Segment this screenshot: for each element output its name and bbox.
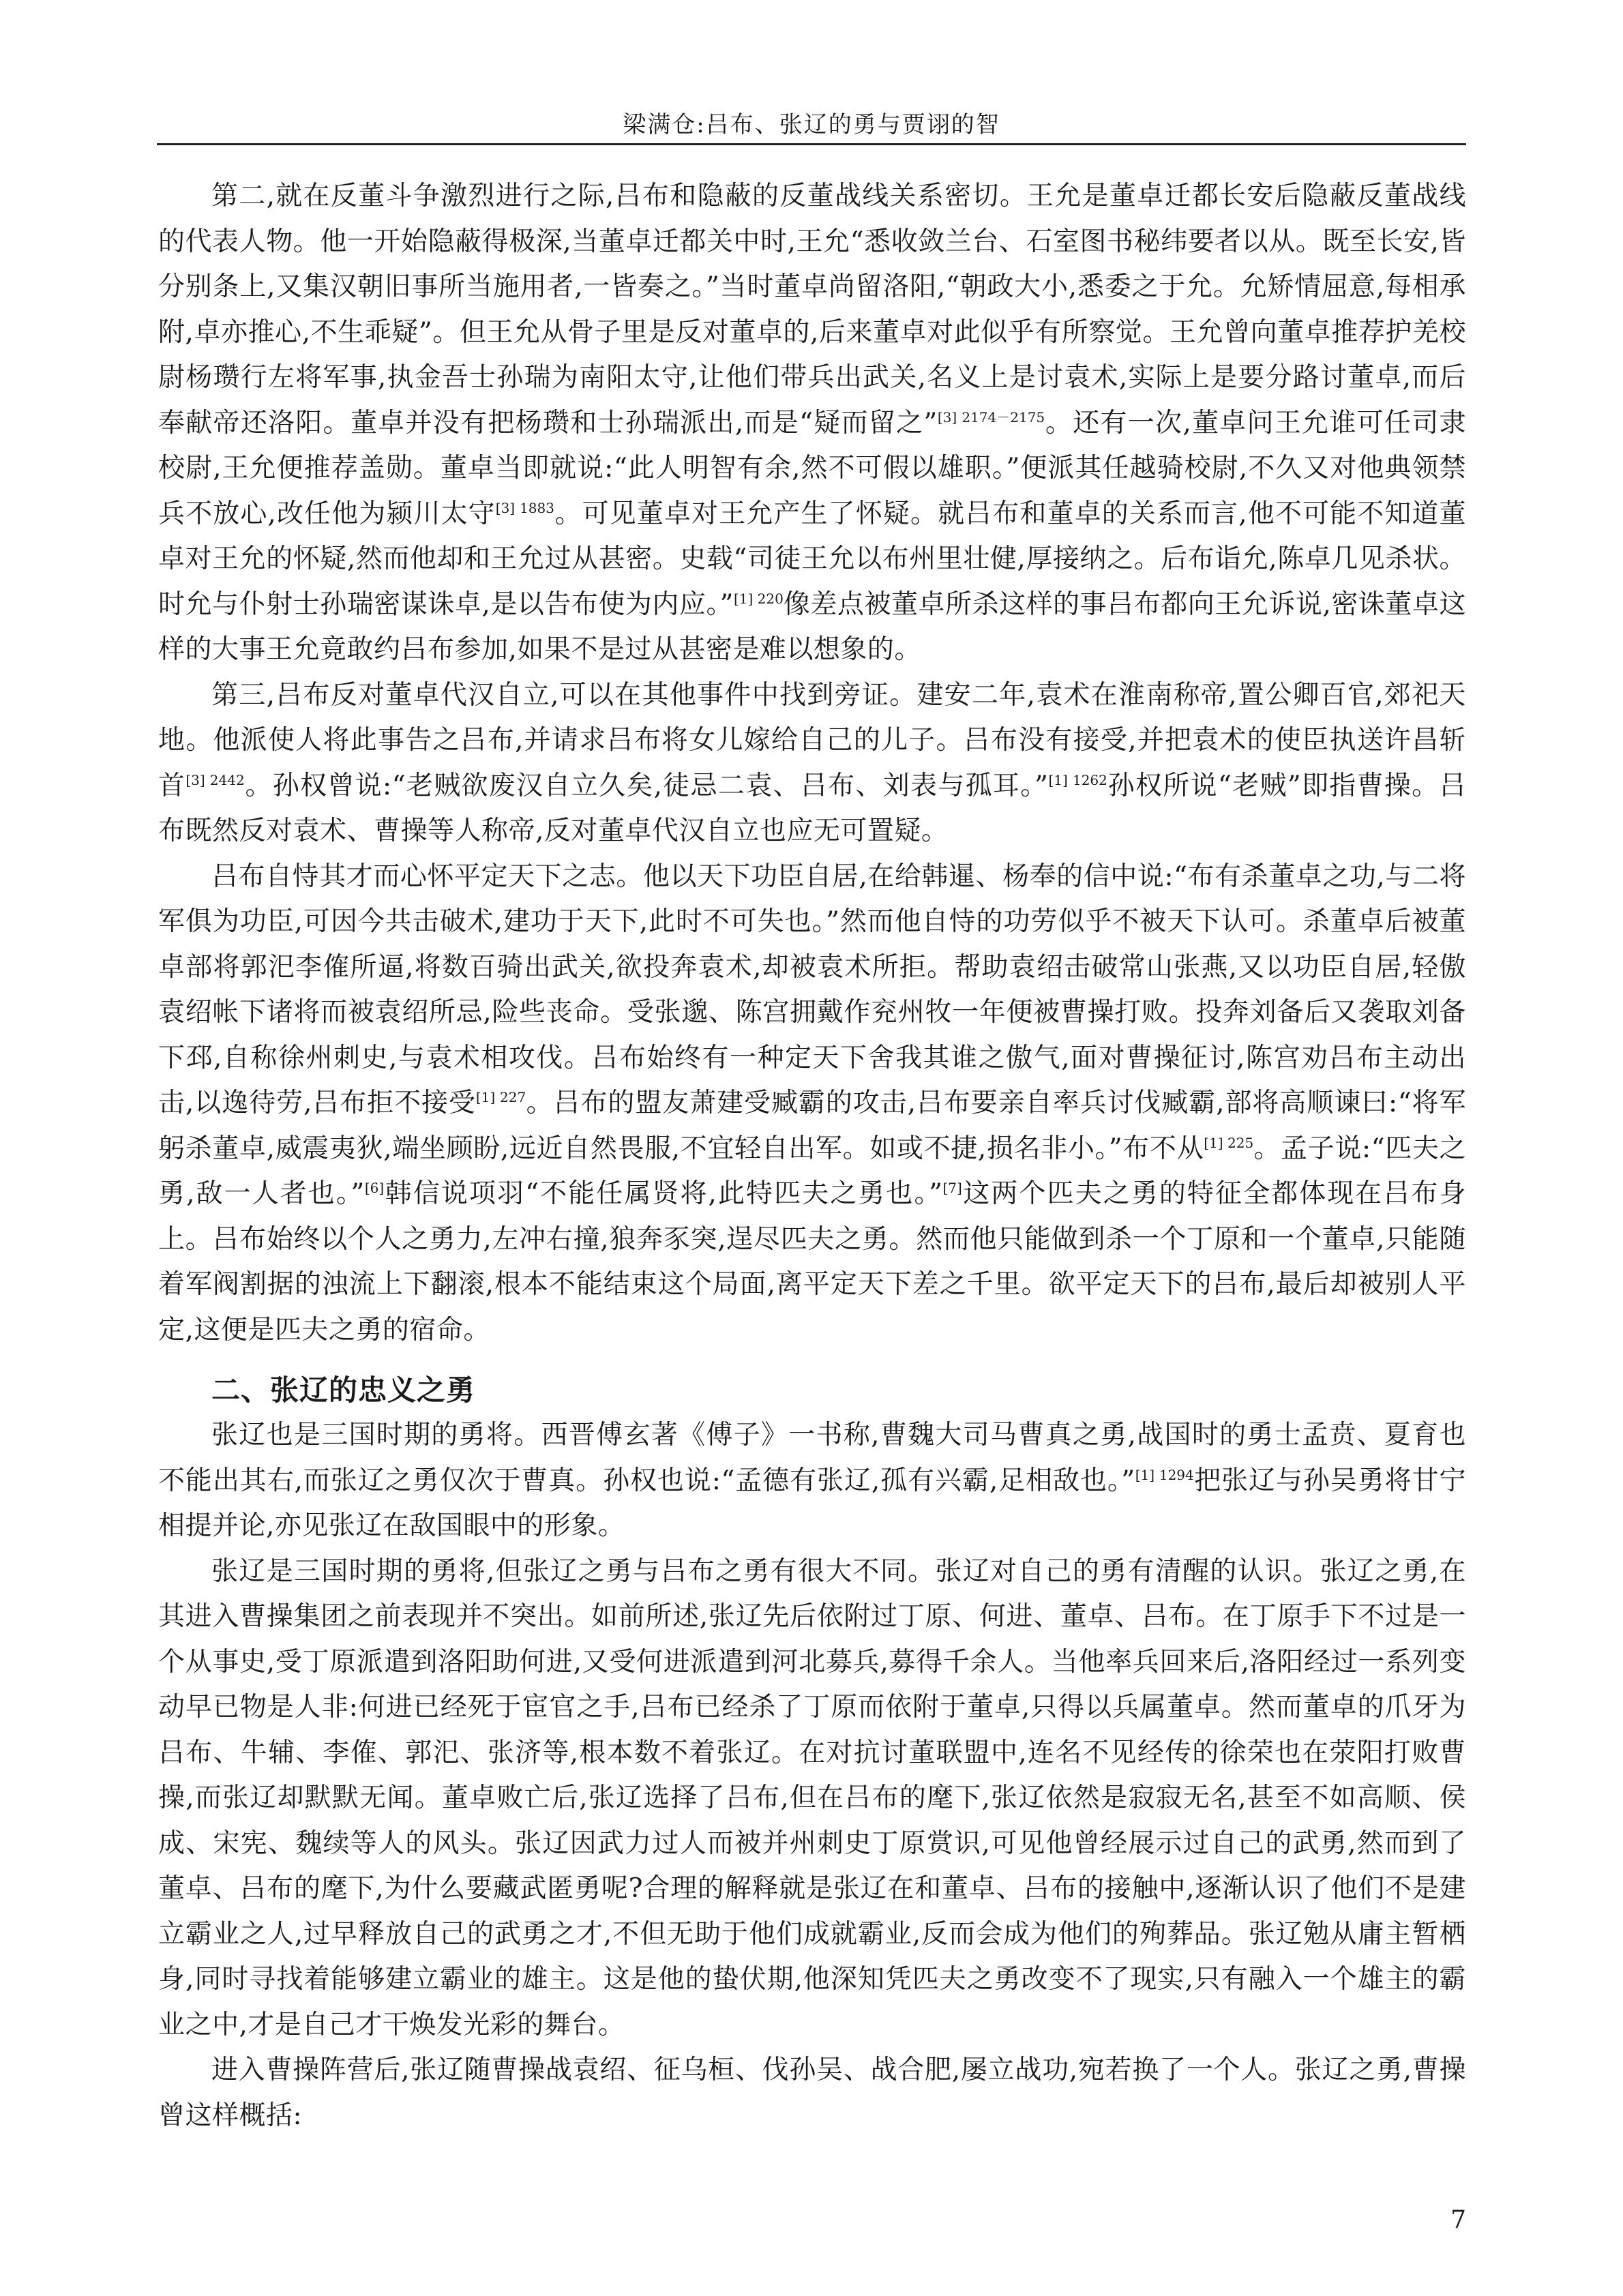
citation-ref: [1] 227 xyxy=(475,1089,526,1105)
paragraph-text: 。孟子说:“匹夫之勇,敌一人者也。” xyxy=(158,1133,1466,1209)
citation-ref: [3] 1883 xyxy=(495,499,554,516)
paragraph-text: 这两个匹夫之勇的特征全都体现在吕布身上。吕布始终以个人之勇力,左冲右撞,狼奔豕突,逞尽匹夫之勇。然而他只能做到杀一个丁原和一个董卓,只能随着军阀割据的浊流上下翻滚,根本不能结束这个局面,离平定天下差之千里。欲平定天下的吕布,最后却被别人平定,这便是匹夫之勇的宿命。 xyxy=(158,1178,1466,1345)
paragraph-text: 吕布自恃其才而心怀平定天下之志。他以天下功臣自居,在给韩暹、杨奉的信中说:“布有杀董卓之功,与二将军俱为功臣,可因今共击破术,建功于天下,此时不可失也。”然而他自恃的功劳似乎不被天下认可。杀董卓后被董卓部将郭汜李傕所逼,将数百骑出武关,欲投奔袁术,却被袁术所拒。帮助袁绍击破常山张燕,又以功臣自居,轻傲袁绍帐下诸将而被袁绍所忌,险些丧命。受张邈、陈宫拥戴作兖州牧一年便被曹操打败。投奔刘备后又袭取刘备下邳,自称徐州刺史,与袁术相攻伐。吕布始终有一种定天下舍我其谁之傲气,面对曹操征讨,陈宫劝吕布主动出击,以逸待劳,吕布拒不接受 xyxy=(158,861,1466,1118)
paragraph xyxy=(158,1549,1466,2048)
paragraph xyxy=(158,174,1466,673)
citation-ref: [1] 1294 xyxy=(1135,1466,1194,1483)
page-number: 7 xyxy=(1450,2206,1466,2234)
paragraph-text: 把张辽与孙吴勇将甘宁相提并论,亦见张辽在敌国眼中的形象。 xyxy=(158,1465,1466,1541)
paragraph-text: 像差点被董卓所杀这样的事吕布都向王允诉说,密诛董卓这样的大事王允竟敢约吕布参加,如果不是过从甚密是难以想象的。 xyxy=(158,588,1466,665)
paragraph xyxy=(158,673,1466,854)
paragraph-text: 。还有一次,董卓问王允谁可任司隶校尉,王允便推荐盖勋。董卓当即就说:“此人明智有余,然不可假以雄职。”便派其任越骑校尉,不久又对他典领禁兵不放心,改任他为颍川太守 xyxy=(158,407,1467,529)
paragraph-text: 。吕布的盟友萧建受臧霸的攻击,吕布要亲自率兵讨伐臧霸,部将高顺谏曰:“将军躬杀董卓,威震夷狄,端坐顾盼,远近自然畏服,不宜轻自出军。如或不捷,损名非小。”布不从 xyxy=(158,1088,1466,1164)
paragraph-text: 进入曹操阵营后,张辽随曹操战袁绍、征乌桓、伐孙吴、战合肥,屡立战功,宛若换了一个人。张辽之勇,曹操曾这样概括: xyxy=(158,2055,1466,2131)
section-heading: 二、张辽的忠义之勇 xyxy=(211,1373,476,1407)
paragraph-text: 张辽也是三国时期的勇将。西晋傅玄著《傅子》一书称,曹魏大司马曹真之勇,战国时的勇士孟贲、夏育也不能出其右,而张辽之勇仅次于曹真。孙权也说:“孟德有张辽,孤有兴霸,足相敌也。” xyxy=(158,1420,1466,1496)
running-header: 梁满仓:吕布、张辽的勇与贾诩的智 xyxy=(623,111,1000,138)
paragraph xyxy=(158,2048,1466,2138)
citation-ref: [1] 225 xyxy=(1204,1134,1254,1151)
paragraph-text: 孙权所说“老贼”即指曹操。吕布既然反对袁术、曹操等人称帝,反对董卓代汉自立也应无可置疑。 xyxy=(158,770,1466,846)
paragraph xyxy=(158,854,1466,1354)
paragraph-group-1 xyxy=(158,174,1466,1353)
paragraph xyxy=(158,1413,1466,1549)
citation-ref: [6] xyxy=(364,1180,385,1196)
paragraph-text: 第二,就在反董斗争激烈进行之际,吕布和隐蔽的反董战线关系密切。王允是董卓迁都长安后隐蔽反董战线的代表人物。他一开始隐蔽得极深,当董卓迁都关中时,王允“悉收敛兰台、石室图书秘纬要者以从。既至长安,皆分别条上,又集汉朝旧事所当施用者,一皆奏之。”当时董卓尚留洛阳,“朝政大小,悉委之于允。允矫情屈意,每相承附,卓亦推心,不生乖疑”。但王允从骨子里是反对董卓的,后来董卓对此似乎有所察觉。王允曾向董卓推荐护羌校尉杨瓒行左将军事,执金吾士孙瑞为南阳太守,让他们带兵出武关,名义上是讨袁术,实际上是要分路讨董卓,而后奉献帝还洛阳。董卓并没有把杨瓒和士孙瑞派出,而是“疑而留之” xyxy=(158,181,1466,438)
citation-ref: [1] 1262 xyxy=(1048,771,1107,788)
paragraph-group-2 xyxy=(158,1413,1466,2138)
citation-ref: [3] 2174－2175 xyxy=(937,408,1045,426)
header-rule xyxy=(157,143,1466,145)
paragraph-text: 。孙权曾说:“老贼欲废汉自立久矣,徒忌二袁、吕布、刘表与孤耳。” xyxy=(244,770,1049,801)
paragraph-text: 。可见董卓对王允产生了怀疑。就吕布和董卓的关系而言,他不可能不知道董卓对王允的怀疑,然而他却和王允过从甚密。史载“司徒王允以布州里壮健,厚接纳之。后布诣允,陈卓几见杀状。时允与仆射士孙瑞密谋诛卓,是以告布使为内应。” xyxy=(158,498,1466,620)
paragraph-text: 张辽是三国时期的勇将,但张辽之勇与吕布之勇有很大不同。张辽对自己的勇有清醒的认识。张辽之勇,在其进入曹操集团之前表现并不突出。如前所述,张辽先后依附过丁原、何进、董卓、吕布。在丁原手下不过是一个从事史,受丁原派遣到洛阳助何进,又受何进派遣到河北募兵,募得千余人。当他率兵回来后,洛阳经过一系列变动早已物是人非:何进已经死于宦官之手,吕布已经杀了丁原而依附于董卓,只得以兵属董卓。然而董卓的爪牙为吕布、牛辅、李傕、郭汜、张济等,根本数不着张辽。在对抗讨董联盟中,连名不见经传的徐荣也在荥阳打败曹操,而张辽却默默无闻。董卓败亡后,张辽选择了吕布,但在吕布的麾下,张辽依然是寂寂无名,甚至不如高顺、侯成、宋宪、魏续等人的风头。张辽因武力过人而被并州刺史丁原赏识,可见他曾经展示过自己的武勇,然而到了董卓、吕布的麾下,为什么要藏武匿勇呢?合理的解释就是张辽在和董卓、吕布的接触中,逐渐认识了他们不是建立霸业之人,过早释放自己的武勇之才,不但无助于他们成就霸业,反而会成为他们的殉葬品。张辽勉从庸主暂栖身,同时寻找着能够建立霸业的雄主。这是他的蛰伏期,他深知凭匹夫之勇改变不了现实,只有融入一个雄主的霸业之中,才是自己才干焕发光彩的舞台。 xyxy=(158,1555,1466,2040)
paragraph-text: 第三,吕布反对董卓代汉自立,可以在其他事件中找到旁证。建安二年,袁术在淮南称帝,置公卿百官,郊祀天地。他派使人将此事告之吕布,并请求吕布将女儿嫁给自己的儿子。吕布没有接受,并把袁术的使臣执送许昌斩首 xyxy=(158,679,1466,801)
citation-ref: [1] 220 xyxy=(733,590,784,607)
article-body xyxy=(158,174,1466,2138)
citation-ref: [7] xyxy=(942,1180,962,1196)
paragraph-text: 韩信说项羽“不能任属贤将,此特匹夫之勇也。” xyxy=(384,1178,943,1209)
citation-ref: [3] 2442 xyxy=(185,771,245,788)
